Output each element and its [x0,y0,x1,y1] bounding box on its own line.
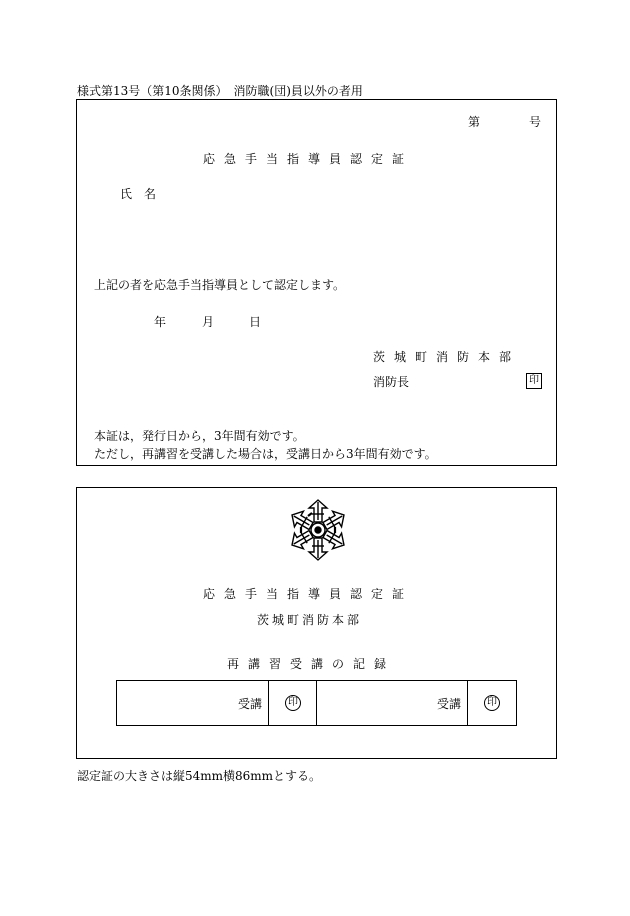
date-month: 月 [202,315,215,329]
certify-text: 上記の者を応急手当指導員として認定します。 [94,278,346,292]
validity-line-1: 本証は，発行日から，3年間有効です。 [94,429,305,443]
record-label: 受講 [436,697,461,711]
seal-stamp: 印 [526,373,542,389]
name-label: 氏 名 [120,187,157,201]
certificate-front [76,99,557,466]
record-table [116,680,517,726]
certificate-back [76,487,557,759]
date-day: 日 [249,315,262,329]
form-title: 様式第13号（第10条関係） 消防職(団)員以外の者用 [77,84,363,98]
record-title: 再講習受講の記録 [227,657,396,671]
footnote: 認定証の大きさは縦54mm横86mmとする。 [77,769,322,783]
back-certificate-title: 応急手当指導員認定証 [203,587,414,601]
record-seal-cell-2 [468,681,516,725]
record-seal: 印 [285,695,301,711]
record-seal-cell-1 [269,681,317,725]
record-label: 受講 [237,697,262,711]
back-issuer-name: 茨城町消防本部 [257,613,363,627]
chief-label: 消防長 [373,375,410,389]
number-label-go: 号 [529,115,542,129]
number-label-dai: 第 [468,115,481,129]
issuer-name: 茨城町消防本部 [373,350,521,364]
date-year: 年 [154,315,167,329]
record-cell-2 [317,681,468,725]
record-cell-1 [117,681,269,725]
fire-department-emblem-icon [287,499,349,561]
certificate-title: 応急手当指導員認定証 [203,152,414,166]
record-seal: 印 [484,695,500,711]
validity-line-2: ただし，再講習を受講した場合は，受講日から3年間有効です。 [94,447,437,461]
